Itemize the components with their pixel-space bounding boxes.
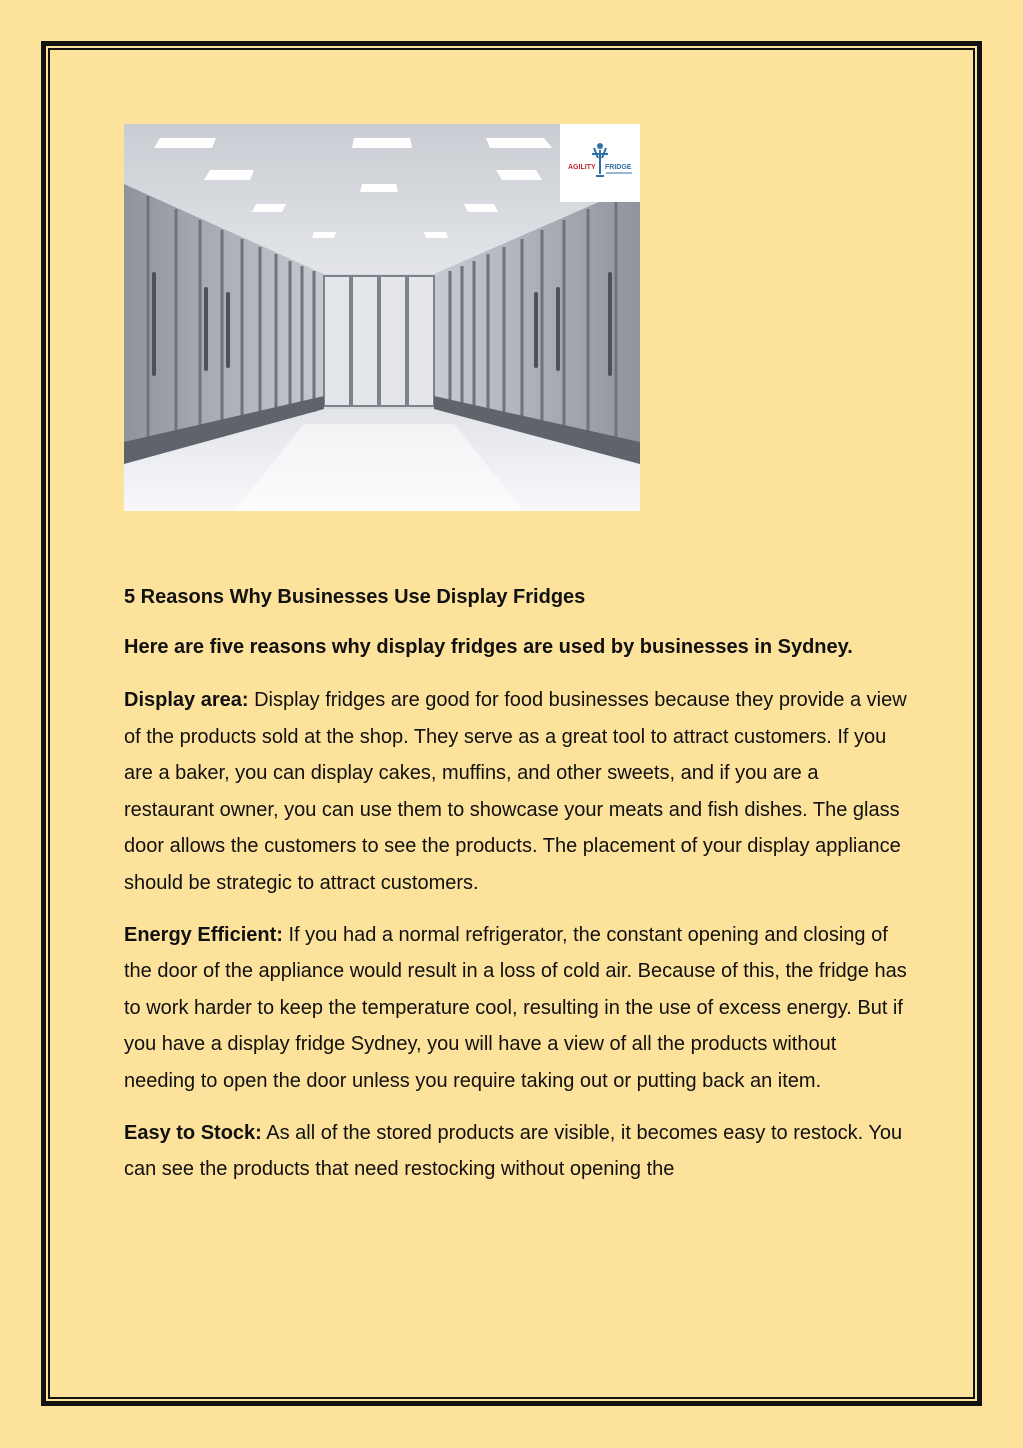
section-energy-efficient — [124, 917, 909, 1100]
section-label: Easy to Stock: — [124, 1121, 262, 1144]
section-text: As all of the stored products are visible, it becomes easy to restock. You can see the products that need restocking without opening the — [124, 1121, 903, 1181]
article-body — [124, 582, 909, 1203]
agility-fridge-logo — [560, 124, 640, 202]
section-label: Energy Efficient: — [124, 923, 283, 946]
section-text: Display fridges are good for food businesses because they provide a view of the products sold at the shop. They serve as a great tool to attract customers. If you are a baker, you can display cakes, muffins, and other sweets, and if you are a restaurant owner, you can use them to showcase your meats and fish dishes. The glass door allows the customers to see the products. The placement of your display appliance should be strategic to attract customers. — [124, 689, 907, 894]
svg-text:FRIDGE: FRIDGE — [605, 164, 632, 171]
section-text: If you had a normal refrigerator, the constant opening and closing of the door of the appliance would result in a loss of cold air. Because of this, the fridge has to work harder to keep the temperature cool, resulting in the use of excess energy. But if you have a display fridge Sydney, you will have a view of all the products without needing to open the door unless you require taking out or putting back an item. — [124, 923, 907, 1092]
section-label: Display area: — [124, 689, 249, 711]
article-heading: 5 Reasons Why Businesses Use Display Fridges — [124, 586, 586, 608]
svg-text:AGILITY: AGILITY — [568, 164, 596, 171]
section-display-area — [124, 682, 909, 902]
section-easy-to-stock — [124, 1115, 909, 1188]
article-intro: Here are five reasons why display fridges are used by businesses in Sydney. — [124, 636, 853, 658]
